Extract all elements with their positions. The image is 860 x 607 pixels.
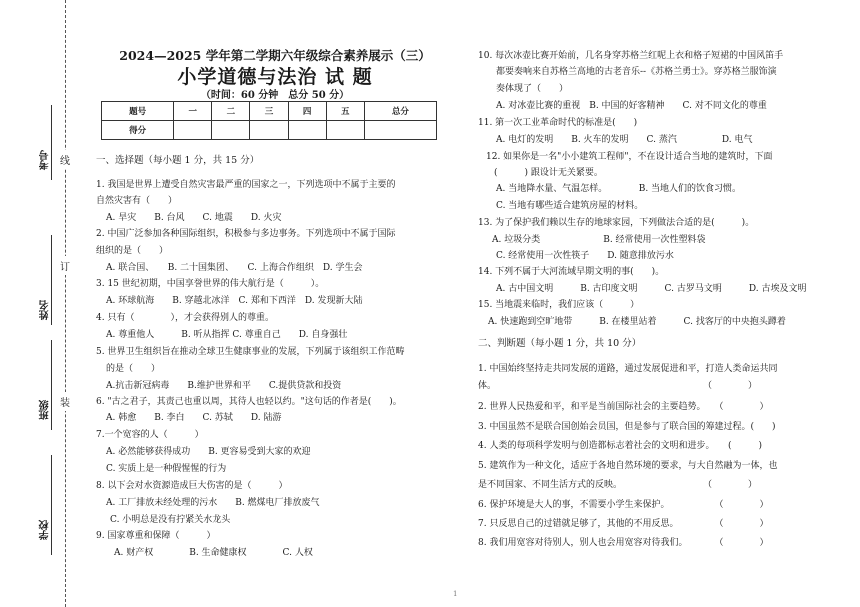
question-text: 10. 每次冰壶比赛开始前，几名身穿苏格兰红呢上衣和格子短裙的中国风笛手 — [478, 51, 784, 61]
question-text: 11. 第一次工业革命时代的标准是( ) — [478, 118, 638, 128]
answer-options: A. 必然能够获得成功 B. 更容易受到大家的欢迎 — [106, 447, 311, 457]
score-row-label: 得分 — [102, 121, 174, 140]
statement-text: 2. 世界人民热爱和平，和平是当前国际社会的主要趋势。 （ ） — [478, 402, 769, 412]
score-header-cell: 二 — [212, 102, 250, 121]
question-text: 6. "古之君子，其责己也重以周，其待人也轻以约。"这句话的作者是( )。 — [96, 397, 402, 407]
score-header-cell: 五 — [326, 102, 364, 121]
score-table-score-row — [102, 121, 437, 140]
question-text: 2. 中国广泛参加各种国际组织，积极参与多边事务。下列选项中不属于国际 — [96, 229, 396, 239]
school-label: 学校 — [40, 520, 51, 540]
binding-cut-line — [65, 0, 66, 607]
question-text: 13. 为了保护我们赖以生存的地球家园，下列做法合适的是( )。 — [478, 218, 755, 228]
answer-options: A. 电灯的发明 B. 火车的发明 C. 蒸汽 D. 电气 — [496, 135, 753, 145]
statement-text: 4. 人类的每项科学发明与创造都标志着社会的文明和进步。 ( ) — [478, 441, 762, 451]
score-cell — [288, 121, 326, 140]
question-text: 自然灾害有（ ） — [96, 196, 178, 206]
question-text: 12. 如果你是一名"小小建筑工程师"，不在设计适合当地的建筑时，下面 — [486, 152, 773, 162]
score-header-cell: 题号 — [102, 102, 174, 121]
score-table — [101, 101, 437, 140]
cut-mark-line: 线 — [60, 150, 70, 169]
question-text: 7.一个宽容的人（ ） — [96, 430, 204, 440]
statement-text: 5. 建筑作为一种文化，适应于各地自然环境的要求，与大自然融为一体，也 — [478, 461, 778, 471]
answer-options: A. 古中国文明 B. 古印度文明 C. 古罗马文明 D. 古埃及文明 — [496, 284, 807, 294]
answer-options: C. 小明总是没有拧紧关水龙头 — [110, 515, 231, 525]
section-heading-judgment: 二、判断题（每小题 1 分，共 10 分） — [478, 338, 642, 349]
name-label: 姓名 — [40, 300, 51, 320]
exam-time-info: （时间：60 分钟 总分 50 分） — [200, 90, 350, 101]
answer-options: C. 当地有哪些适合建筑房屋的材料。 — [496, 201, 644, 211]
score-cell — [174, 121, 212, 140]
answer-options: A. 旱灾 B. 台风 C. 地震 D. 火灾 — [106, 213, 282, 223]
score-header-cell: 三 — [250, 102, 288, 121]
score-cell — [364, 121, 436, 140]
score-header-cell: 四 — [288, 102, 326, 121]
school-line — [51, 455, 52, 555]
score-header-cell: 总分 — [364, 102, 436, 121]
score-cell — [212, 121, 250, 140]
answer-options: A. 尊重他人 B. 听从指挥 C. 尊重自己 D. 自身强壮 — [106, 330, 348, 340]
question-text: 15. 当地震来临时，我们应该（ ） — [478, 300, 640, 310]
exam-number-label: 考号 — [40, 150, 51, 170]
question-text: 1. 我国是世界上遭受自然灾害最严重的国家之一，下列选项中不属于主要的 — [96, 180, 396, 190]
question-text: ( ) 跟设计无关紧要。 — [494, 168, 603, 178]
statement-text: 是不同国家、不同生活方式的反映。 （ ） — [478, 480, 758, 490]
answer-options: A. 环球航海 B. 穿越北冰洋 C. 郑和下西洋 D. 发现新大陆 — [106, 296, 363, 306]
section-heading-choice: 一、选择题（每小题 1 分，共 15 分） — [96, 155, 260, 166]
statement-text: 体。 （ ） — [478, 381, 758, 391]
answer-options: A.抗击新冠病毒 B.维护世界和平 C.提供贷款和投资 — [106, 381, 342, 391]
question-text: 14. 下列不属于大河流域早期文明的事( )。 — [478, 267, 665, 277]
question-text: 奏体现了（ ） — [496, 84, 569, 94]
score-cell — [326, 121, 364, 140]
statement-text: 1. 中国始终坚持走共同发展的道路，通过发展促进和平，打造人类命运共同 — [478, 364, 778, 374]
statement-text: 8. 我们用宽容对待别人，别人也会用宽容对待我们。 （ ） — [478, 538, 769, 548]
exam-series-title: 2024—2025 学年第二学期六年级综合素养展示（三） — [119, 48, 431, 63]
score-cell — [250, 121, 288, 140]
name-line — [51, 235, 52, 325]
answer-options: A. 韩愈 B. 李白 C. 苏轼 D. 陆游 — [106, 413, 282, 423]
answer-options: A. 对冰壶比赛的重视 B. 中国的好客精神 C. 对不同文化的尊重 — [496, 101, 767, 111]
cut-mark-fold: 装 — [60, 392, 70, 411]
answer-options: C. 经常使用一次性筷子 D. 随意排放污水 — [496, 251, 674, 261]
answer-options: A. 工厂排放未经处理的污水 B. 燃煤电厂排放废气 — [106, 498, 320, 508]
score-header-cell: 一 — [174, 102, 212, 121]
answer-options: A. 快速跑到空旷地带 B. 在楼里站着 C. 找客厅的中央抱头蹲着 — [488, 317, 786, 327]
answer-options: A. 联合国、 B. 二十国集团、 C. 上海合作组织 D. 学生会 — [106, 263, 363, 273]
cut-mark-bind: 订 — [60, 256, 70, 275]
answer-options: A. 垃圾分类 B. 经常使用一次性塑料袋 — [492, 235, 706, 245]
question-text: 都要奏响来自苏格兰高地的古老音乐--《苏格兰勇士》。穿苏格兰服饰演 — [496, 67, 777, 77]
statement-text: 7. 只反思自己的过错就足够了，其他的不用反思。 （ ） — [478, 519, 769, 529]
question-text: 组织的是（ ） — [96, 246, 169, 256]
question-text: 4. 只有（ ），才会获得别人的尊重。 — [96, 313, 274, 323]
class-label: 班级 — [40, 400, 51, 420]
class-line — [51, 340, 52, 430]
question-text: 8. 以下会对水资源造成巨大伤害的是（ ） — [96, 481, 288, 491]
score-table-header-row — [102, 102, 437, 121]
exam-subject-title: 小学道德与法治 试 题 — [177, 66, 373, 88]
question-text: 9. 国家尊重和保障（ ） — [96, 531, 216, 541]
answer-options: A. 当地降水量、气温怎样。 B. 当地人们的饮食习惯。 — [496, 184, 742, 194]
answer-options: A. 财产权 B. 生命健康权 C. 人权 — [114, 548, 313, 558]
question-text: 5. 世界卫生组织旨在推动全球卫生健康事业的发展，下列属于该组织工作范畴 — [96, 347, 405, 357]
answer-options: C. 实质上是一种假惺惺的行为 — [106, 464, 227, 474]
exam-number-line — [51, 105, 52, 180]
question-text: 的是（ ） — [106, 364, 161, 374]
statement-text: 3. 中国虽然不是联合国创始会员国，但是参与了联合国的筹建过程。( ) — [478, 422, 776, 432]
question-text: 3. 15 世纪初期，中国享誉世界的伟大航行是（ ）。 — [96, 279, 325, 289]
statement-text: 6. 保护环境是大人的事，不需要小学生来保护。 （ ） — [478, 500, 769, 510]
page-number: 1 — [453, 590, 458, 598]
